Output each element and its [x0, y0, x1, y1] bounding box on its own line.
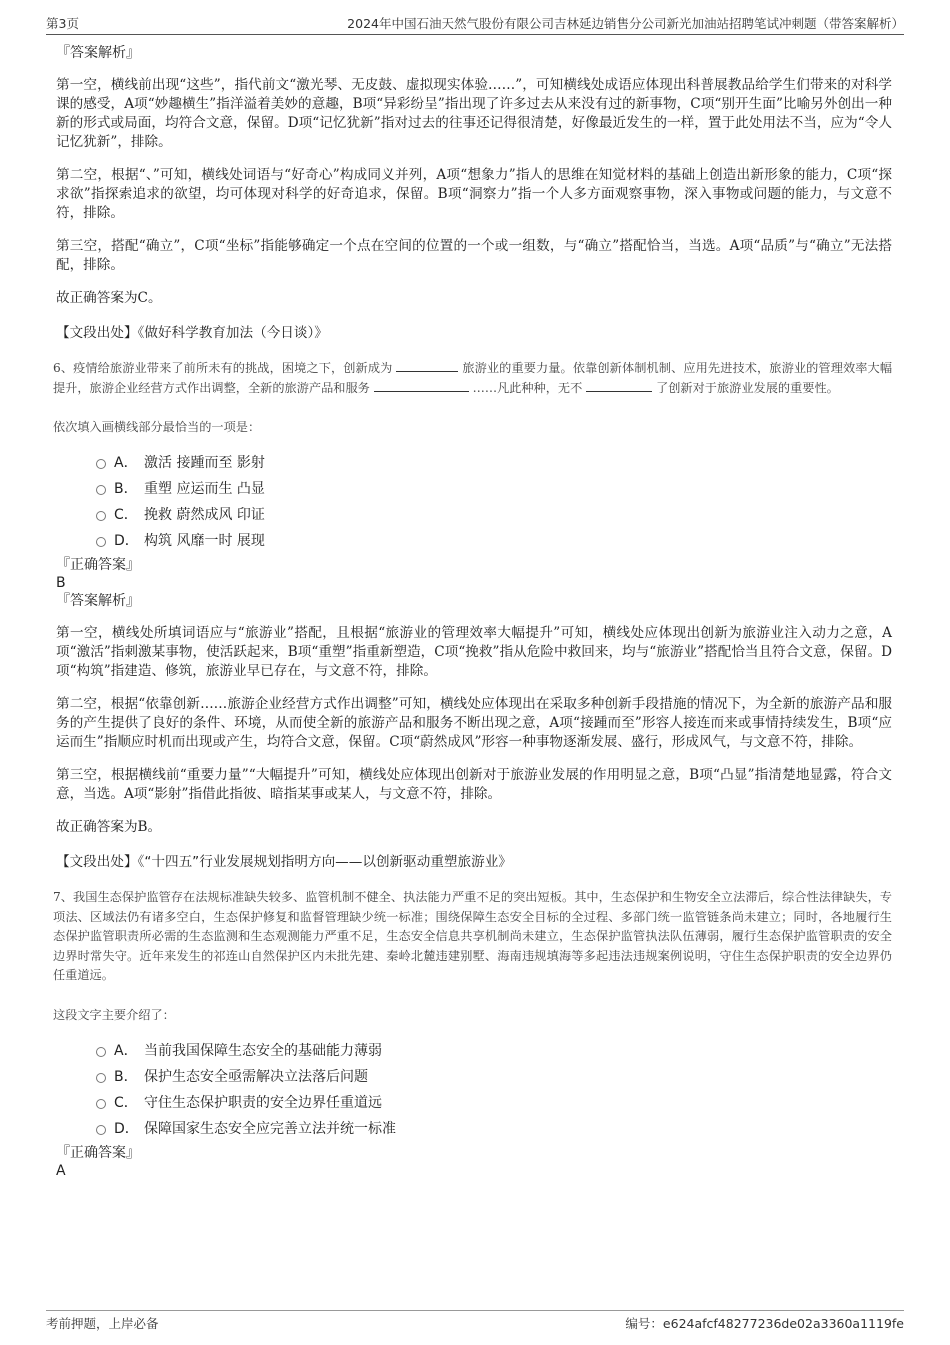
option-text: 挽救 蔚然成风 印证 [144, 507, 265, 523]
q6-correct-label: 『正确答案』 [56, 557, 140, 573]
q6-conclusion: 故正确答案为B。 [56, 819, 162, 835]
option-text: 守住生态保护职责的安全边界任重道远 [144, 1094, 382, 1111]
q6-prompt: 依次填入画横线部分最恰当的一项是： [53, 420, 261, 434]
q6-source: 【文段出处】《“十四五”行业发展规划指明方向——以创新驱动重塑旅游业》 [56, 854, 512, 870]
q6-option-c[interactable] [96, 502, 892, 528]
q7-correct-label: 『正确答案』 [56, 1144, 140, 1161]
q6-option-d[interactable] [96, 528, 892, 554]
radio-icon[interactable] [96, 1073, 106, 1083]
option-letter: B． [114, 481, 138, 497]
q7-option-c[interactable] [96, 1090, 892, 1116]
q7-prompt: 这段文字主要介绍了： [53, 1007, 175, 1022]
option-text: 保护生态安全亟需解决立法落后问题 [144, 1068, 368, 1085]
option-text: 激活 接踵而至 影射 [144, 455, 265, 471]
option-letter: C． [114, 507, 138, 523]
q6-analysis-label: 『答案解析』 [56, 593, 140, 609]
q6-analysis-p2: 第二空，根据“依靠创新……旅游企业经营方式作出调整”可知，横线处应体现出在采取多种创新手段措施的情况下，为全新的旅游产品和服务的产生提供了良好的条件、环境，从而使全新的旅游产品和服务不断出现之意，A项“接踵而至”形容人接连而来或事情持续发生，B项“应运而生”指顺应时机而出现或产生，均符合文意，保留。C项“蔚然成风”形容一种事物逐渐发展、盛行，形成风气，与文意不符，排除。 [56, 696, 892, 750]
q7-option-d[interactable] [96, 1116, 892, 1142]
q6-analysis-p3: 第三空，根据横线前“重要力量”“大幅提升”可知，横线处应体现出创新对于旅游业发展的作用明显之意，B项“凸显”指清楚地显露，符合文意，当选。A项“影射”指借此指彼、暗指某事或某人，与文意不符，排除。 [56, 767, 892, 802]
q6-blank-3 [586, 379, 652, 392]
q7-option-a[interactable] [96, 1038, 892, 1064]
q5-analysis-label: 『答案解析』 [56, 45, 140, 61]
option-text: 当前我国保障生态安全的基础能力薄弱 [144, 1042, 382, 1059]
radio-icon[interactable] [96, 459, 106, 469]
q7 [53, 888, 892, 1180]
q6-option-a[interactable] [96, 450, 892, 476]
q7-stem: 7、我国生态保护监管存在法规标准缺失较多、监管机制不健全、执法能力严重不足的突出短板。其中，生态保护和生物安全立法滞后，综合性法律缺失，专项法、区域法仍有诸多空白，生态保护修复和监督管理缺少统一标准；围绕保障生态安全目标的全过程、多部门统一监管链条尚未建立；同时，各地履行生态保护监管职责所必需的生态监测和生态观测能力严重不足，生态安全信息共享机制尚未建立，生态保护监管执法队伍薄弱，履行生态保护监管职责的安全边界时常失守。近年来发生的祁连山自然保护区内未批先建、秦岭北麓违建别墅、海南违规填海等多起违法违规案例说明，守住生态保护职责的安全边界仍任重道远。 [53, 890, 892, 982]
radio-icon[interactable] [96, 485, 106, 495]
document-id: 编号：e624afcf48277236de02a3360a1119fe [625, 1316, 904, 1331]
q5-analysis [56, 44, 892, 343]
option-letter: B． [114, 1068, 138, 1085]
radio-icon[interactable] [96, 1047, 106, 1057]
q6-text-2: 旅游业的重要力量。依靠创新体制机制、应用先进技术，旅游业的管理效率大幅提升，旅游企业经营方式作出调整，全新的旅游产品和服务 [53, 361, 893, 395]
q6-text-3: ……凡此种种，无不 [472, 380, 583, 395]
radio-icon[interactable] [96, 537, 106, 547]
q6-blank-2 [374, 379, 469, 392]
q6-correct-answer: B [56, 575, 66, 591]
q5-analysis-p2: 第二空，根据“、”可知，横线处词语与“好奇心”构成同义并列，A项“想象力”指人的思维在知觉材料的基础上创造出新形象的能力，C项“探求欲”指探索追求的欲望，均可体现对科学的好奇追求，保留。B项“洞察力”指一个人多方面观察事物，深入事物或问题的能力，与文意不符，排除。 [56, 167, 892, 221]
option-text: 保障国家生态安全应完善立法并统一标准 [144, 1120, 396, 1137]
option-letter: A． [114, 455, 138, 471]
option-letter: D． [114, 1120, 139, 1137]
radio-icon[interactable] [96, 1125, 106, 1135]
option-letter: A． [114, 1042, 138, 1059]
option-text: 构筑 风靡一时 展现 [144, 533, 265, 549]
page-content [53, 44, 893, 1180]
q6-stem [53, 359, 892, 398]
q5-analysis-p3: 第三空，搭配“确立”，C项“坐标”指能够确定一个点在空间的位置的一个或一组数，与“确立”搭配恰当，当选。A项“品质”与“确立”无法搭配，排除。 [56, 238, 892, 273]
page-number: 第3页 [46, 16, 79, 31]
radio-icon[interactable] [96, 1099, 106, 1109]
q5-analysis-p1: 第一空，横线前出现“这些”，指代前文“激光琴、无皮鼓、虚拟现实体验……”，可知横线处成语应体现出科普展教品给学生们带来的对科学课的感受，A项“妙趣横生”指洋溢着美妙的意趣，B项“异彩纷呈”指出现了许多过去从来没有过的新事物，C项“别开生面”比喻另外创出一种新的形式或局面，均符合文意，保留。D项“记忆犹新”指对过去的往事还记得很清楚，好像最近发生的一样，置于此处用法不当，应为“令人记忆犹新”，排除。 [56, 77, 892, 150]
option-letter: D． [114, 533, 139, 549]
q6-option-b[interactable] [96, 476, 892, 502]
option-letter: C． [114, 1094, 138, 1111]
q7-option-b[interactable] [96, 1064, 892, 1090]
radio-icon[interactable] [96, 511, 106, 521]
q6-options [96, 450, 892, 554]
q6-text-1: 6、疫情给旅游业带来了前所未有的挑战，困境之下，创新成为 [53, 361, 393, 375]
q5-source: 【文段出处】《做好科学教育加法（今日谈）》 [56, 325, 328, 341]
q6-text-4: 了创新对于旅游业发展的重要性。 [656, 380, 839, 395]
q6-analysis-p1: 第一空，横线处所填词语应与“旅游业”搭配，且根据“旅游业的管理效率大幅提升”可知，横线处应体现出创新为旅游业注入动力之意，A项“激活”指刺激某事物，使活跃起来，B项“重塑”指重新塑造，C项“挽救”指从危险中救回来，均与“旅游业”搭配恰当且符合文意，保留。D项“构筑”指建造、修筑，旅游业早已存在，与文意不符，排除。 [56, 625, 892, 679]
page-footer [46, 1310, 904, 1335]
q6 [53, 359, 893, 872]
q7-options [96, 1038, 892, 1142]
page-header [46, 12, 904, 35]
q7-correct-answer: A [56, 1162, 66, 1179]
document-title: 2024年中国石油天然气股份有限公司吉林延边销售分公司新光加油站招聘笔试冲刺题（带答案解析） [347, 16, 904, 31]
footer-slogan: 考前押题，上岸必备 [46, 1316, 159, 1331]
q6-blank-1 [396, 359, 458, 372]
q5-conclusion: 故正确答案为C。 [56, 290, 162, 306]
option-text: 重塑 应运而生 凸显 [144, 481, 265, 497]
